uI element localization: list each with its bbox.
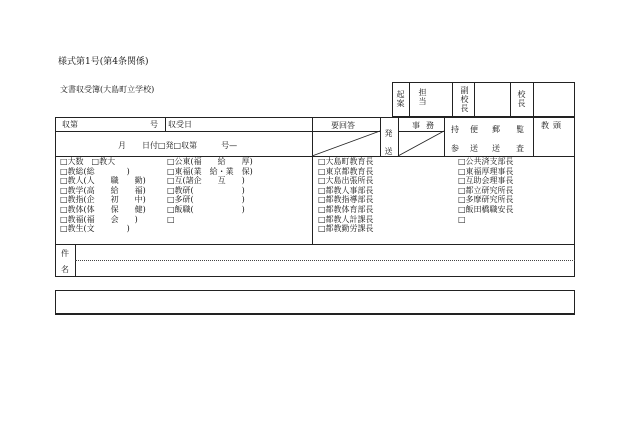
header-yokaito: 要回答 — [331, 121, 355, 130]
approval-tanto: 担当 — [418, 88, 427, 106]
header-sa2: 査 — [516, 144, 524, 153]
list-item[interactable]: □大島出張所長 — [318, 176, 374, 186]
list-item[interactable]: □教指(企 初 中) — [60, 195, 146, 205]
approval-fuku-kocho: 副校長 — [460, 86, 469, 113]
register-title: 文書収受簿(大島町立学校) — [60, 85, 155, 94]
list-item[interactable]: □東京都教育長 — [318, 166, 374, 176]
list-item[interactable]: □東福厚理事長 — [458, 166, 514, 176]
list-item[interactable]: □大数 □教大 — [60, 157, 116, 166]
list-item[interactable]: □大島町教育長 — [318, 157, 374, 166]
header-sa: 参 — [451, 144, 459, 153]
approval-kian: 起案 — [396, 90, 405, 108]
list-item[interactable]: □教学(高 給 福) — [60, 185, 146, 195]
col3-list — [318, 157, 374, 234]
list-item[interactable]: □都教体育部長 — [318, 204, 374, 214]
list-item[interactable]: □公共済支部長 — [458, 157, 514, 166]
list-item[interactable]: □ — [458, 214, 466, 224]
subject-mei: 名 — [61, 265, 69, 274]
list-item[interactable]: □飯田橋職安長 — [458, 204, 514, 214]
list-item[interactable]: □互助会理事長 — [458, 176, 514, 186]
remarks-box[interactable] — [55, 290, 575, 315]
list-item[interactable]: □教総(総 ) — [60, 166, 130, 176]
list-item[interactable]: □教人(人 職 勤) — [60, 176, 146, 186]
list-item[interactable]: □多研( ) — [167, 195, 245, 205]
header-kyoto: 教頭 — [541, 121, 565, 130]
header-jimu: 事務 — [412, 121, 440, 130]
header-hassou: 発送 — [384, 129, 393, 156]
header-ran: 覧 — [516, 125, 524, 134]
header-yuu: 郵 — [492, 125, 500, 134]
header-tatsu: 送 — [492, 144, 500, 153]
list-item[interactable]: □教生(文 ) — [60, 224, 130, 234]
col1-list — [60, 157, 146, 234]
header-sou: 送 — [470, 144, 478, 153]
list-item[interactable]: □教福(福 会 ) — [60, 214, 138, 224]
receipt-shuju-bi: 収受日 — [168, 120, 192, 129]
receipt-shu-dai: 収第 — [62, 120, 78, 129]
list-item[interactable]: □ — [167, 214, 175, 224]
list-item[interactable]: □互(諸企 互 ) — [167, 176, 245, 186]
list-item[interactable]: □飯職( ) — [167, 204, 245, 214]
receipt-date-line: 月 日付□発□収第 号— — [118, 141, 238, 150]
list-item[interactable]: □東福(業 給・業 保) — [167, 166, 253, 176]
list-item[interactable]: □都立研究所長 — [458, 185, 514, 195]
col2-list — [167, 157, 253, 224]
receipt-go: 号 — [150, 120, 158, 129]
header-ji: 持 — [451, 125, 459, 134]
form-label: 様式第1号(第4条関係) — [58, 57, 149, 67]
list-item[interactable]: □教体(体 保 健) — [60, 204, 146, 214]
subject-ken: 件 — [61, 249, 69, 258]
approval-kocho: 校長 — [517, 90, 526, 108]
list-item[interactable]: □教研( ) — [167, 185, 245, 195]
col4-list — [458, 157, 514, 224]
list-item[interactable]: □都教指導部長 — [318, 195, 374, 205]
header-bin: 便 — [470, 125, 478, 134]
list-item[interactable]: □都教人計課長 — [318, 214, 374, 224]
list-item[interactable]: □都教勤労課長 — [318, 224, 374, 234]
list-item[interactable]: □都教人事部長 — [318, 185, 374, 195]
list-item[interactable]: □多摩研究所長 — [458, 195, 514, 205]
list-item[interactable]: □公東(福 給 厚) — [167, 157, 253, 166]
